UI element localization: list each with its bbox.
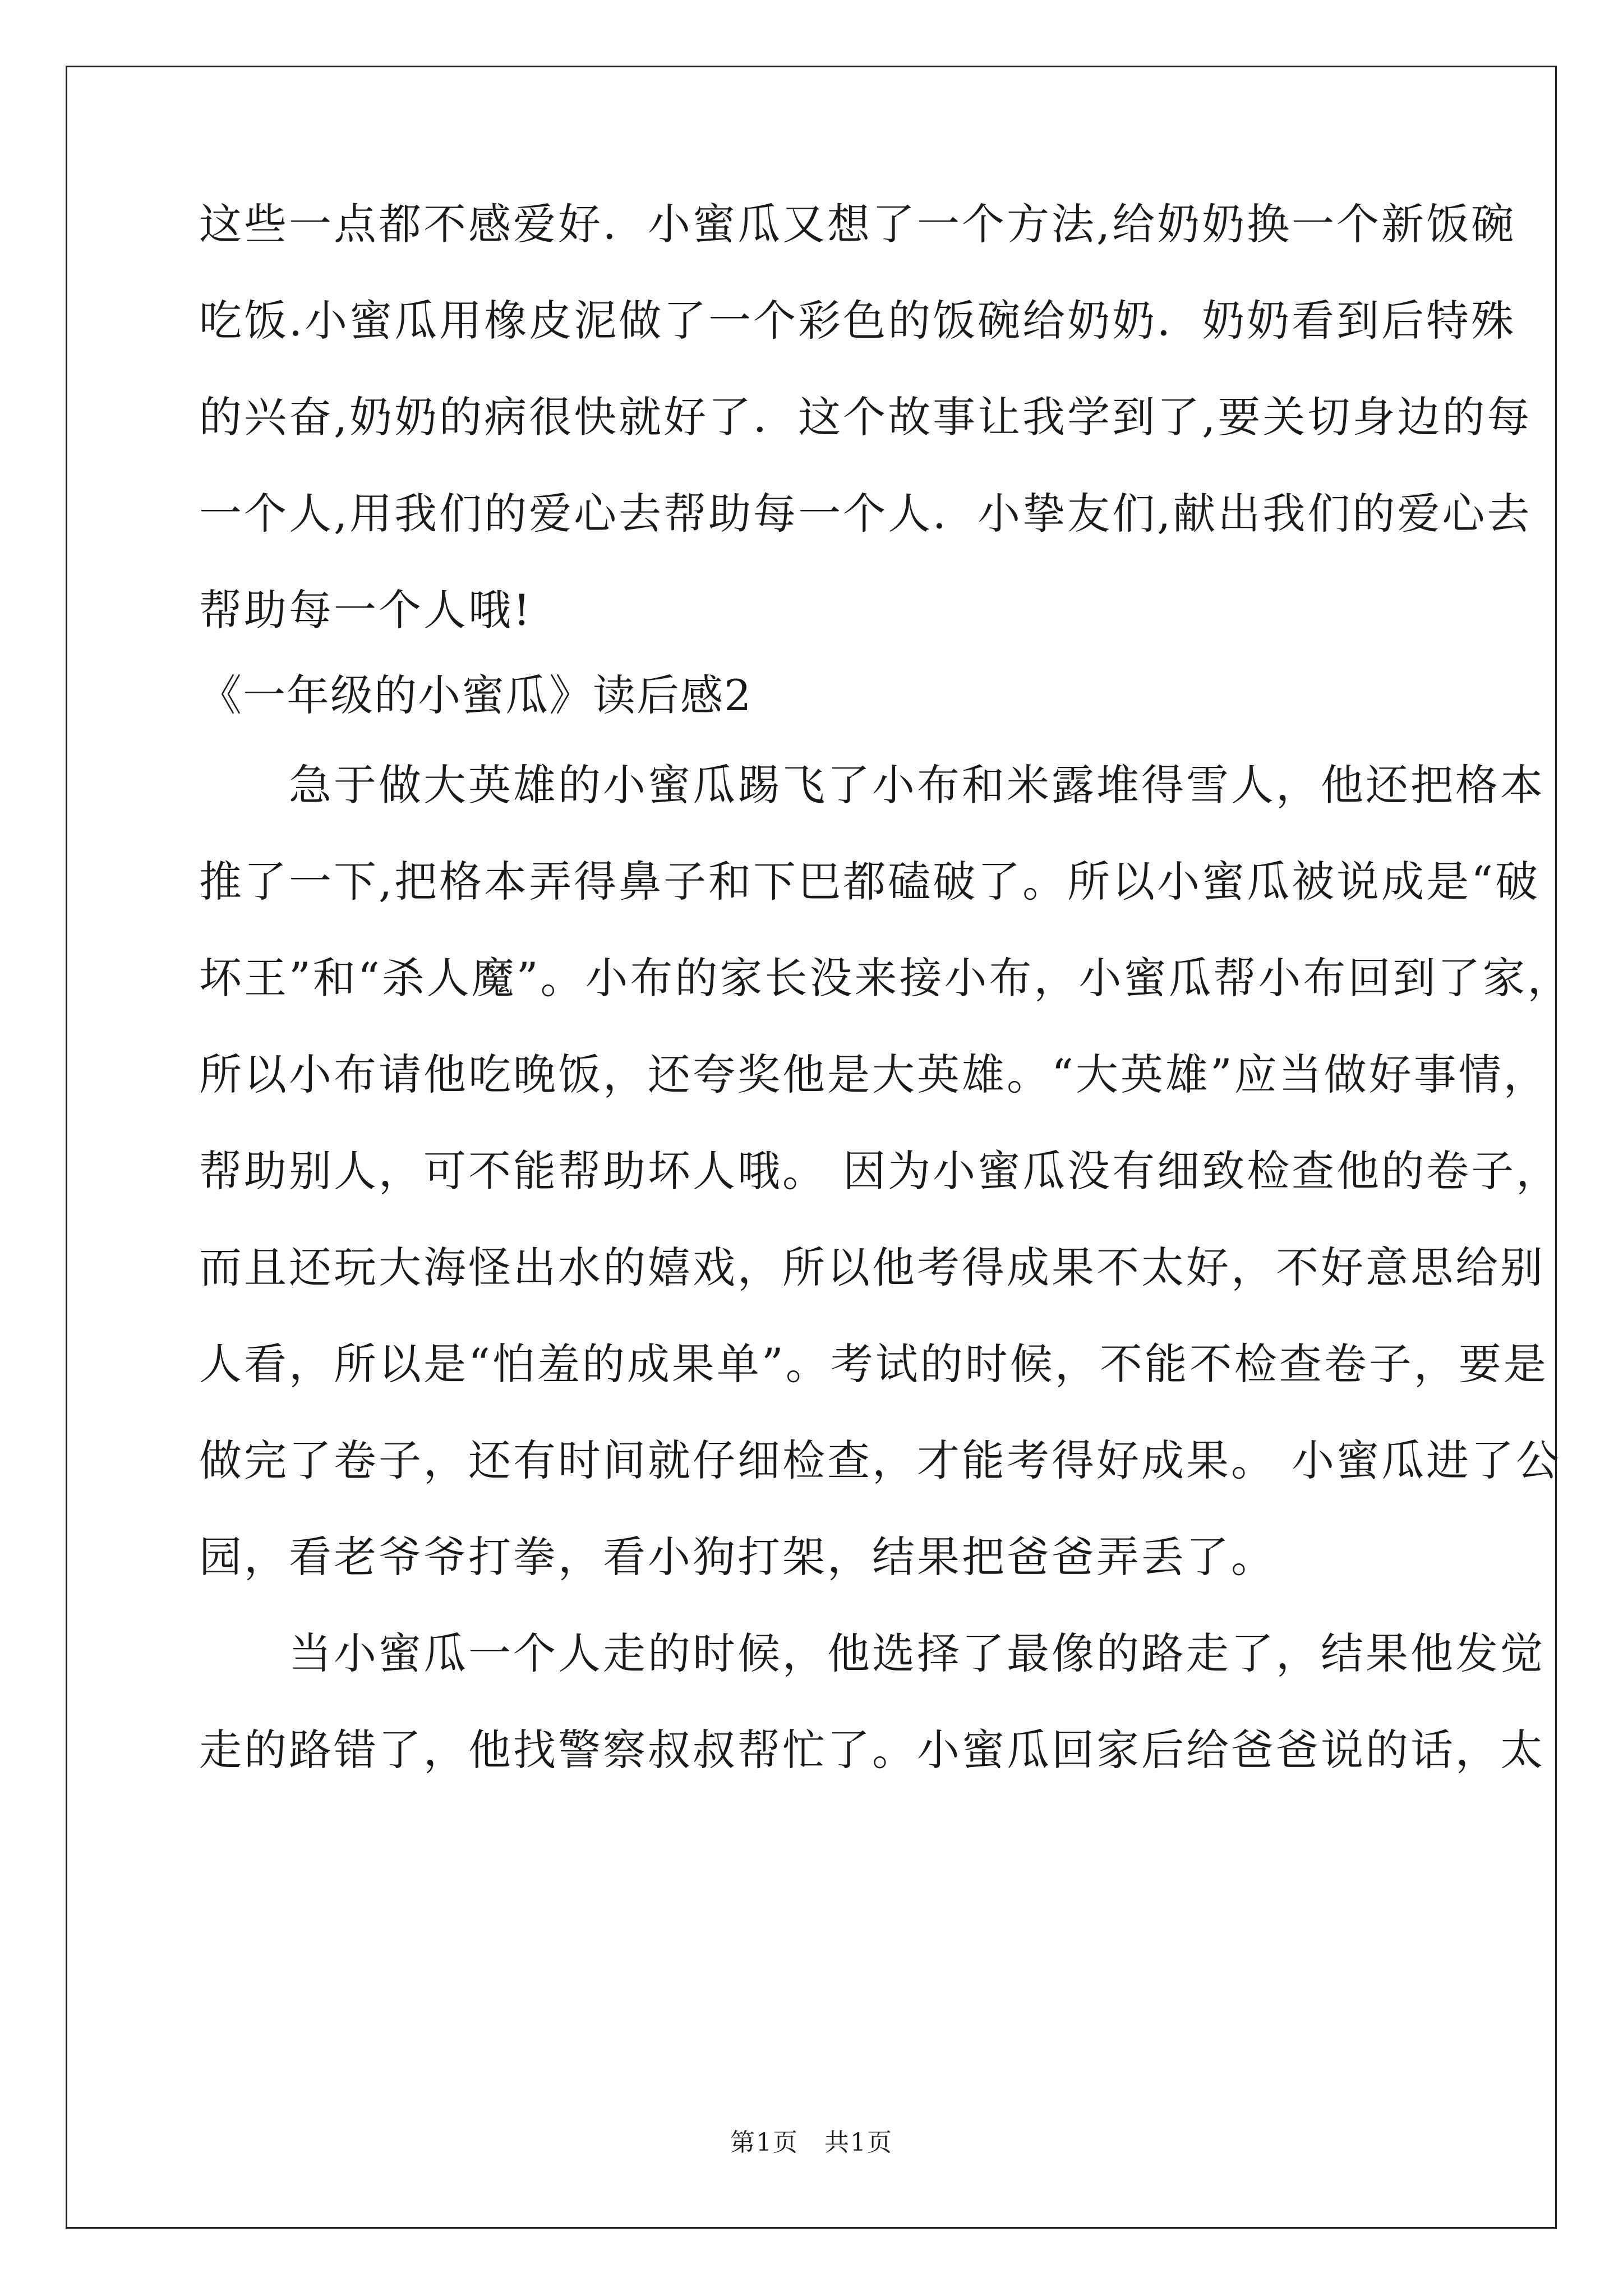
text-line: 走的路错了，他找警察叔叔帮忙了。小蜜瓜回家后给爸爸说的话，太 [199, 1725, 1545, 1775]
text-line: 急于做大英雄的小蜜瓜踢飞了小布和米露堆得雪人，他还把格本 [199, 760, 1545, 810]
text-line: 所以小布请他吃晚饭，还夸奖他是大英雄。“大英雄”应当做好事情， [199, 1050, 1548, 1099]
page-number-footer: 第1页 共1页 [730, 2128, 893, 2157]
text-line: 当小蜜瓜一个人走的时候，他选择了最像的路走了，结果他发觉 [199, 1628, 1545, 1678]
text-line: 园，看老爷爷打拳，看小狗打架，结果把爸爸弄丢了。 [199, 1532, 1276, 1582]
text-line: 推了一下,把格本弄得鼻子和下巴都磕破了。所以小蜜瓜被说成是“破 [199, 857, 1541, 907]
text-line: 做完了卷子，还有时间就仔细检查，才能考得好成果。 小蜜瓜进了公 [199, 1435, 1561, 1485]
text-line: 坏王”和“杀人魔”。小布的家长没来接小布，小蜜瓜帮小布回到了家， [199, 953, 1573, 1003]
text-line: 人看，所以是“怕羞的成果单”。考试的时候，不能不检查卷子，要是 [199, 1339, 1548, 1389]
text-line: 帮助每一个人哦! [199, 585, 533, 635]
section-heading: 《一年级的小蜜瓜》读后感2 [199, 670, 753, 720]
text-line: 一个人,用我们的爱心去帮助每一个人．小挚友们,献出我们的爱心去 [199, 489, 1532, 539]
text-line: 帮助别人，可不能帮助坏人哦。 因为小蜜瓜没有细致检查他的卷子， [199, 1146, 1561, 1196]
text-line: 而且还玩大海怪出水的嬉戏，所以他考得成果不太好，不好意思给别 [199, 1243, 1545, 1292]
text-line: 的兴奋,奶奶的病很快就好了．这个故事让我学到了,要关切身边的每 [199, 392, 1532, 442]
text-line: 这些一点都不感爱好．小蜜瓜又想了一个方法,给奶奶换一个新饭碗 [199, 199, 1516, 249]
text-line: 吃饭.小蜜瓜用橡皮泥做了一个彩色的饭碗给奶奶．奶奶看到后特殊 [199, 296, 1516, 346]
